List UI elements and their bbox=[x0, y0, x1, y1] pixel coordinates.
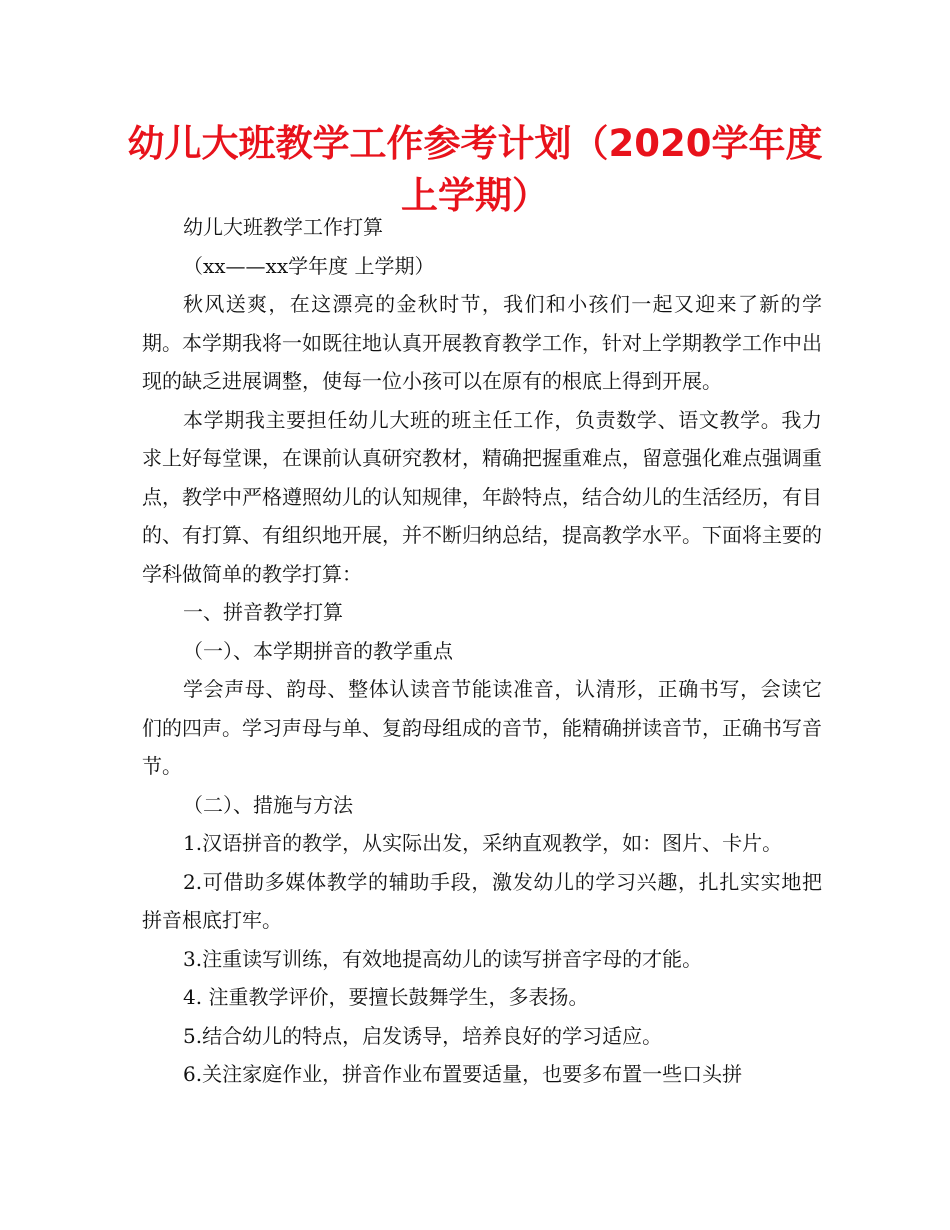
focus-paragraph: 学会声母、韵母、整体认读音节能读准音，认清形，正确书写，会读它们的四声。学习声母与单、复韵母组成的音节，能精确拼读音节，正确书写音节。 bbox=[142, 677, 822, 778]
method-item-2: 2.可借助多媒体教学的辅助手段，激发幼儿的学习兴趣，扎扎实实地把拼音根底打牢。 bbox=[142, 869, 822, 932]
method-item-6: 6.关注家庭作业，拼音作业布置要适量，也要多布置一些口头拼 bbox=[183, 1062, 743, 1086]
school-year-line: （xx——xx学年度 上学期） bbox=[183, 253, 435, 278]
method-item-3: 3.注重读写训练，有效地提高幼儿的读写拼音字母的才能。 bbox=[183, 946, 703, 971]
title-line-2: 上学期） bbox=[401, 174, 549, 217]
subtitle: 幼儿大班教学工作打算 bbox=[183, 215, 383, 239]
subsection-heading-methods: （二）、措施与方法 bbox=[183, 792, 353, 817]
subsection-heading-focus: （一）、本学期拼音的教学重点 bbox=[183, 638, 453, 663]
method-item-1: 1.汉语拼音的教学，从实际出发，采纳直观教学，如：图片、卡片。 bbox=[183, 831, 783, 855]
duties-paragraph: 本学期我主要担任幼儿大班的班主任工作，负责数学、语文教学。我力求上好每堂课，在课前认真研究教材，精确把握重难点，留意强化难点强调重点，教学中严格遵照幼儿的认知规律，年龄特点，结合幼儿的生活经历，有目的、有打算、有组织地开展，并不断归纳总结，提高教学水平。下面将主要的学科做简单的教学打算： bbox=[142, 407, 822, 586]
intro-paragraph: 秋风送爽，在这漂亮的金秋时节，我们和小孩们一起又迎来了新的学期。本学期我将一如既往地认真开展教育教学工作，针对上学期教学工作中出现的缺乏进展调整，使每一位小孩可以在原有的根底上得到开展。 bbox=[142, 292, 822, 393]
method-item-4: 4. 注重教学评价，要擅长鼓舞学生，多表扬。 bbox=[183, 985, 589, 1009]
document-title bbox=[100, 118, 850, 222]
section-heading-pinyin: 一、拼音教学打算 bbox=[183, 600, 343, 624]
method-item-5: 5.结合幼儿的特点，启发诱导，培养良好的学习适应。 bbox=[183, 1023, 663, 1048]
title-line-1: 幼儿大班教学工作参考计划（2020学年度 bbox=[127, 122, 823, 165]
document-body bbox=[142, 208, 822, 1094]
